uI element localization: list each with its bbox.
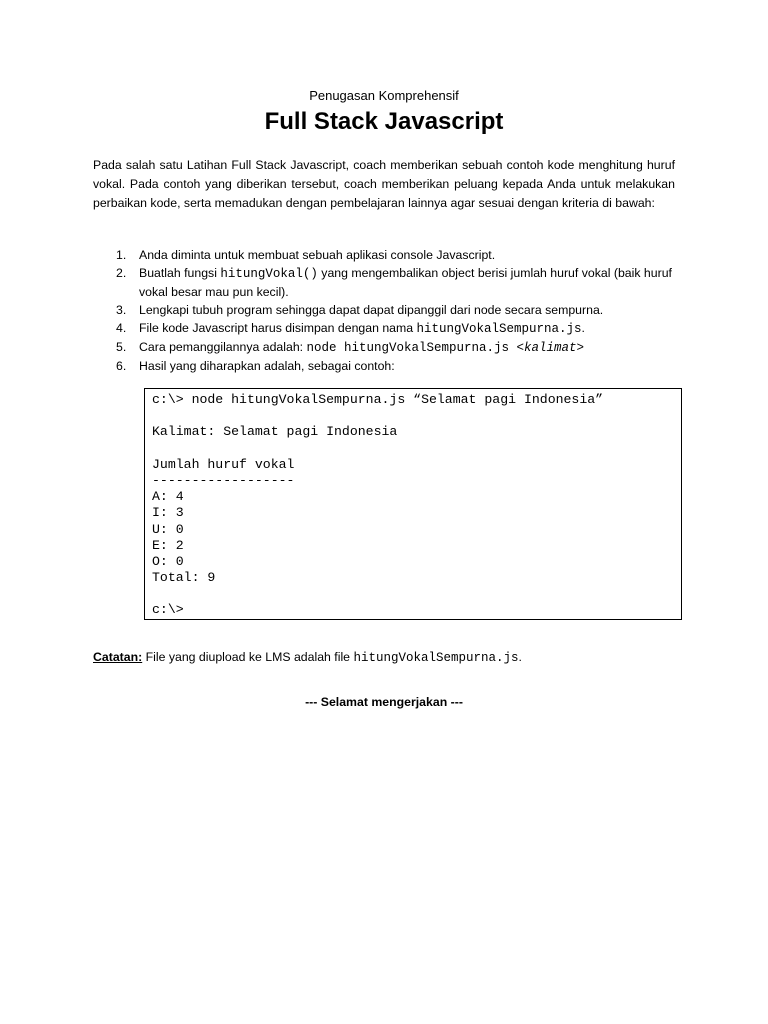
document-subtitle: Penugasan Komprehensif — [309, 88, 459, 103]
console-line — [152, 586, 674, 602]
list-number: 1. — [116, 248, 127, 262]
console-line: c:\> — [152, 602, 184, 618]
list-item — [93, 301, 675, 319]
note-label: Catatan: — [93, 650, 143, 664]
console-line: Total: 9 — [152, 570, 216, 586]
list-item — [93, 264, 675, 301]
list-text: File kode Javascript harus disimpan dengan nama — [139, 321, 417, 335]
console-line: A: 4 — [152, 489, 184, 505]
inline-code: hitungVokalSempurna.js — [353, 651, 519, 665]
console-line — [152, 441, 674, 457]
list-text: . — [581, 321, 585, 335]
console-line: Jumlah huruf vokal — [152, 456, 295, 472]
console-line: U: 0 — [152, 521, 184, 537]
inline-code: hitungVokal() — [220, 267, 318, 281]
list-number: 2. — [116, 266, 127, 280]
list-number: 3. — [116, 303, 127, 317]
console-line: c:\> node hitungVokalSempurna.js “Selamat pagi Indonesia” — [152, 392, 604, 407]
requirements-list — [93, 246, 675, 375]
list-text: Anda diminta untuk membuat sebuah aplikasi console Javascript. — [139, 248, 496, 262]
list-text: Hasil yang diharapkan adalah, sebagai contoh: — [139, 359, 395, 373]
console-line — [152, 408, 674, 424]
list-text: Lengkapi tubuh program sehingga dapat dapat dipanggil dari node secara sempurna. — [139, 303, 604, 317]
note-paragraph — [93, 648, 713, 667]
console-line: Kalimat: Selamat pagi Indonesia — [152, 424, 398, 440]
note-text: File yang diupload ke LMS adalah file — [142, 650, 354, 664]
inline-code-placeholder: <kalimat> — [516, 341, 585, 355]
list-number: 4. — [116, 321, 127, 335]
list-item — [93, 246, 675, 264]
inline-code: hitungVokalSempurna.js — [416, 322, 582, 336]
note-end: . — [518, 650, 522, 664]
closing-text: --- Selamat mengerjakan --- — [305, 695, 463, 709]
intro-paragraph: Pada salah satu Latihan Full Stack Javascript, coach memberikan sebuah contoh kode menghitung huruf vokal. Pada contoh yang diberikan tersebut, coach memberikan peluang kepada Anda untuk melakukan perbaikan kode, serta memadukan dengan pembelajaran lainnya agar sesuai dengan kriteria di bawah: — [93, 158, 675, 210]
console-output-box — [144, 388, 682, 620]
console-line: I: 3 — [152, 505, 184, 521]
console-line: O: 0 — [152, 553, 184, 569]
document-title: Full Stack Javascript — [264, 108, 504, 135]
inline-code: node hitungVokalSempurna.js — [306, 341, 517, 355]
list-text: yang mengembalikan object berisi jumlah huruf vokal (baik huruf vokal besar mau pun kecil). — [139, 266, 672, 299]
list-number: 6. — [116, 359, 127, 373]
list-item — [93, 357, 675, 375]
list-text: Buatlah fungsi — [139, 266, 221, 280]
console-line: ------------------ — [152, 472, 295, 488]
list-text: Cara pemanggilannya adalah: — [139, 340, 307, 354]
list-item — [93, 338, 675, 357]
list-number: 5. — [116, 340, 127, 354]
list-item — [93, 319, 675, 338]
console-line: E: 2 — [152, 537, 184, 553]
